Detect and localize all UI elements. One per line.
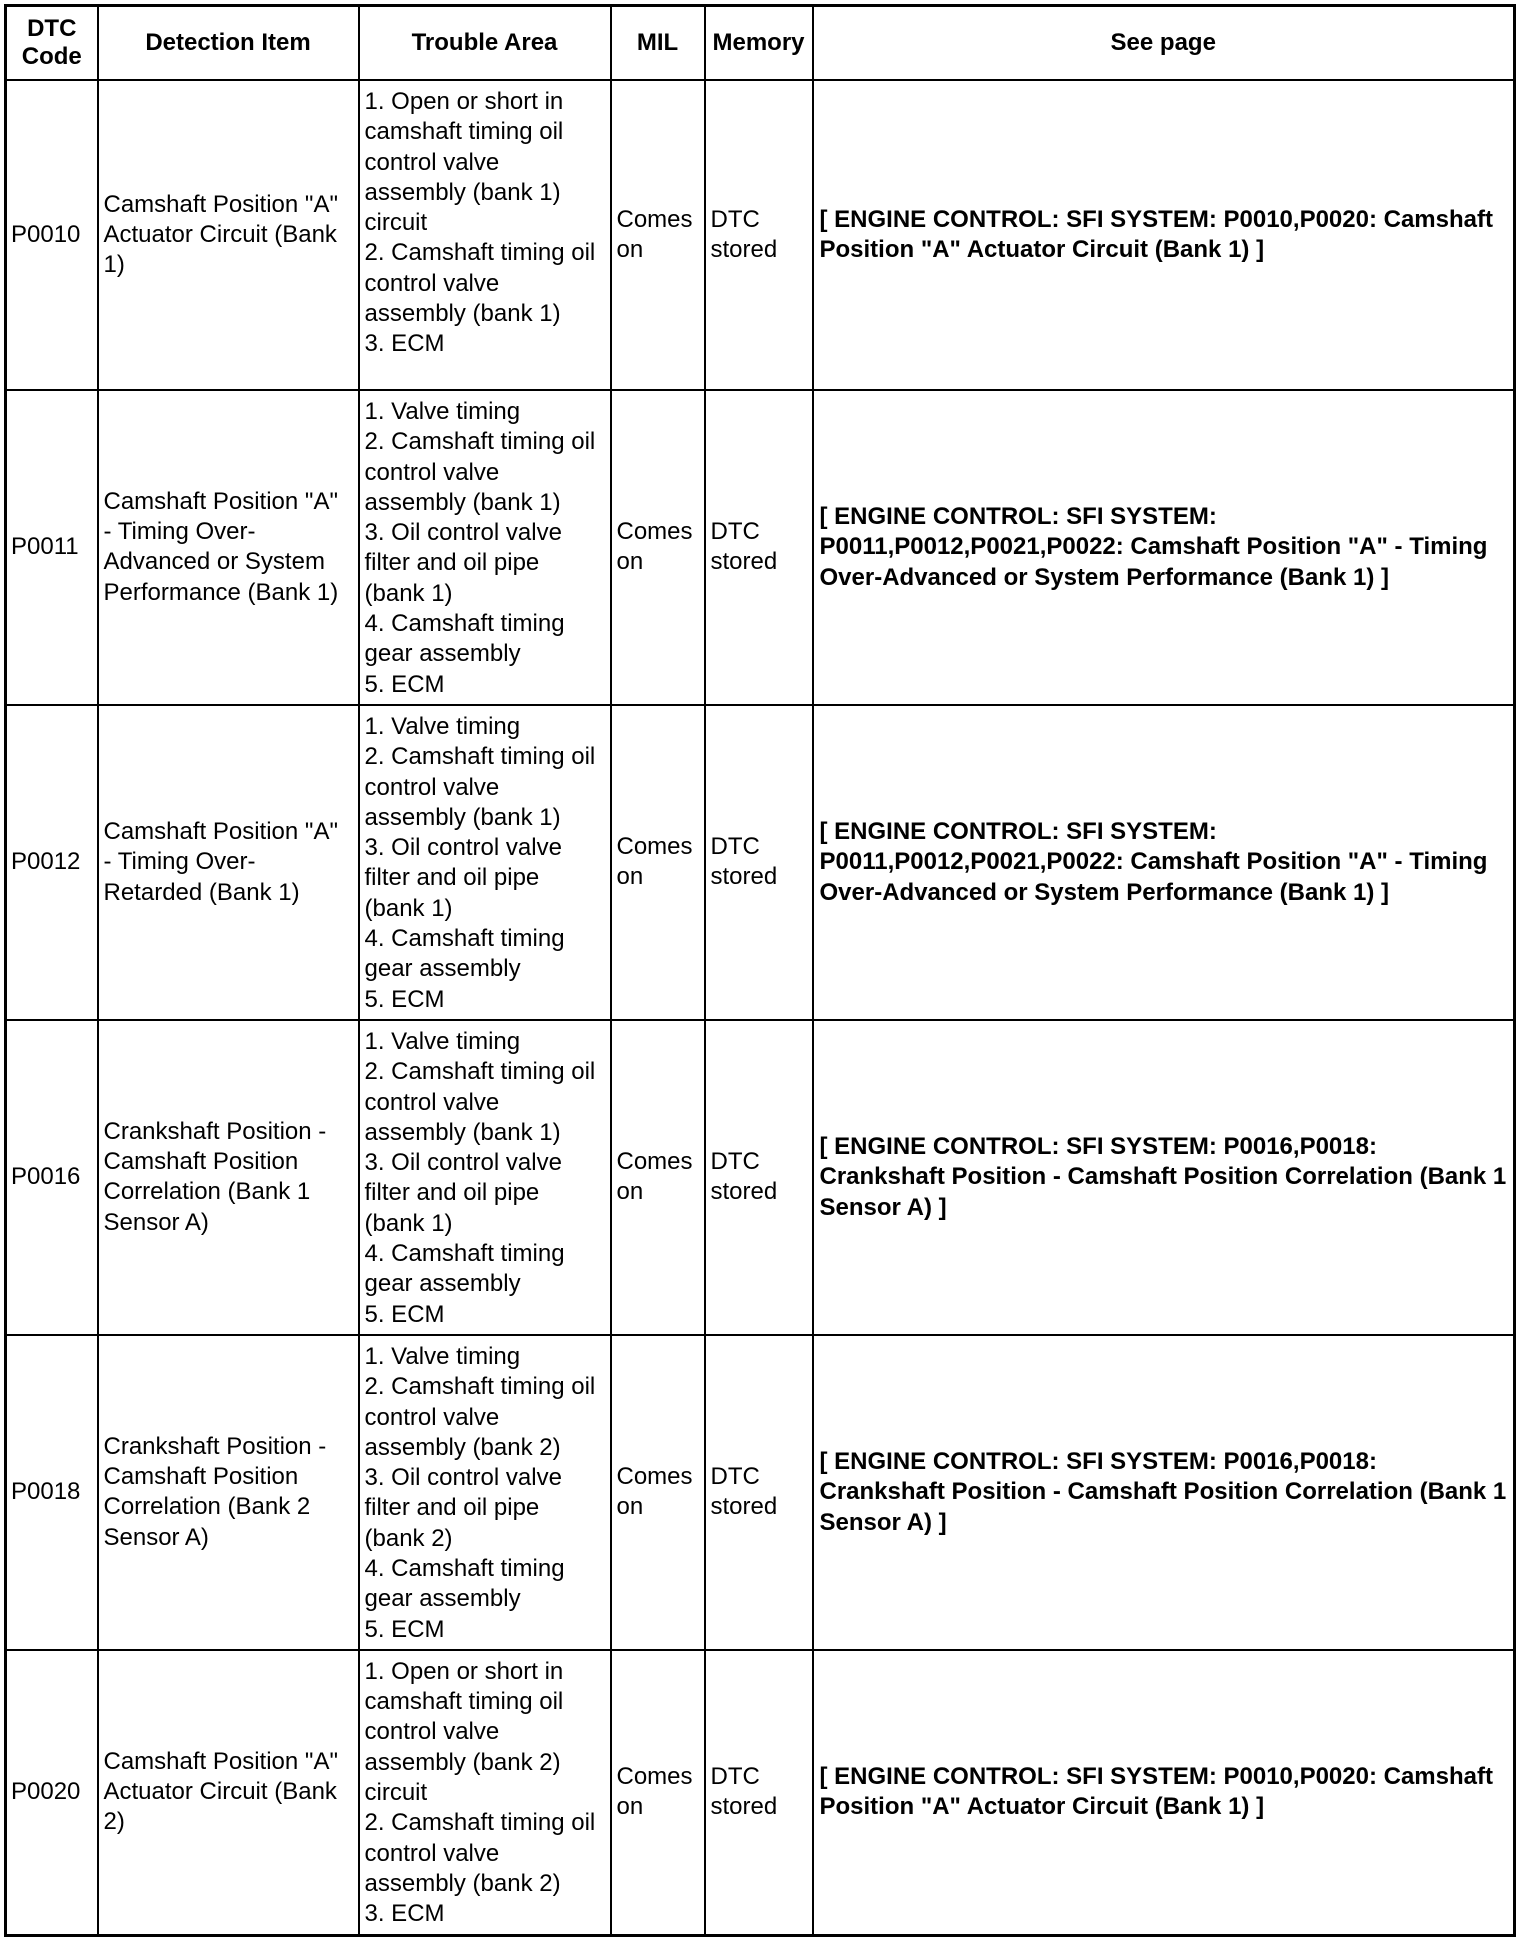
detection-item-cell: Crankshaft Position - Camshaft Position Correlation (Bank 2 Sensor A) [98, 1335, 359, 1650]
table-body [6, 80, 1515, 1935]
see-page-link[interactable]: [ ENGINE CONTROL: SFI SYSTEM: P0011,P0012,P0021,P0022: Camshaft Position "A" - Timing Over-Advanced or System Performance (Bank 1) ] [813, 705, 1515, 1020]
dtc-code-cell: P0016 [6, 1020, 98, 1335]
memory-cell: DTC stored [705, 705, 813, 1020]
dtc-code-cell: P0010 [6, 80, 98, 390]
header-see-page: See page [813, 6, 1515, 81]
detection-item-cell: Camshaft Position "A" - Timing Over-Advanced or System Performance (Bank 1) [98, 390, 359, 705]
trouble-area-cell [359, 1020, 611, 1335]
dtc-code-cell: P0020 [6, 1650, 98, 1935]
memory-cell: DTC stored [705, 80, 813, 390]
table-header [6, 6, 1515, 81]
trouble-area-line: 3. ECM [364, 1900, 445, 1928]
trouble-area-line: 4. Camshaft timing gear assembly [364, 1554, 565, 1613]
trouble-area-line: 5. ECM [364, 985, 445, 1013]
see-page-link[interactable]: [ ENGINE CONTROL: SFI SYSTEM: P0010,P0020: Camshaft Position "A" Actuator Circuit (Bank 1) ] [813, 1650, 1515, 1935]
trouble-area-line: 5. ECM [364, 1300, 445, 1328]
memory-cell: DTC stored [705, 1020, 813, 1335]
header-trouble-area: Trouble Area [359, 6, 611, 81]
trouble-area-line: 1. Valve timing [364, 712, 521, 740]
trouble-area-cell [359, 705, 611, 1020]
trouble-area-line: 1. Valve timing [364, 1342, 521, 1370]
header-mil: MIL [611, 6, 705, 81]
trouble-area-cell [359, 80, 611, 390]
trouble-area-line: 4. Camshaft timing gear assembly [364, 610, 565, 668]
trouble-area-line: 2. Camshaft timing oil control valve assembly (bank 1) [364, 743, 596, 831]
dtc-code-cell: P0018 [6, 1335, 98, 1650]
table-row [6, 1335, 1515, 1650]
trouble-area-line: 2. Camshaft timing oil control valve assembly (bank 2) [364, 1373, 596, 1461]
trouble-area-line: 3. ECM [364, 330, 445, 358]
table-row [6, 1020, 1515, 1335]
trouble-area-cell [359, 1335, 611, 1650]
table-row [6, 1650, 1515, 1935]
trouble-area-line: 2. Camshaft timing oil control valve assembly (bank 2) [364, 1809, 596, 1897]
mil-cell: Comes on [611, 1650, 705, 1935]
trouble-area-line: 2. Camshaft timing oil control valve assembly (bank 1) [364, 428, 596, 516]
table-row [6, 390, 1515, 705]
header-dtc-code: DTC Code [6, 6, 98, 81]
trouble-area-cell [359, 1650, 611, 1935]
table-row [6, 80, 1515, 390]
mil-cell: Comes on [611, 705, 705, 1020]
detection-item-cell: Camshaft Position "A" - Timing Over-Retarded (Bank 1) [98, 705, 359, 1020]
dtc-code-cell: P0012 [6, 705, 98, 1020]
trouble-area-line: 1. Open or short in camshaft timing oil control valve assembly (bank 2) circuit [364, 1657, 564, 1807]
header-detection-item: Detection Item [98, 6, 359, 81]
trouble-area-line: 2. Camshaft timing oil control valve assembly (bank 1) [364, 1058, 596, 1146]
header-memory: Memory [705, 6, 813, 81]
trouble-area-line: 2. Camshaft timing oil control valve assembly (bank 1) [364, 239, 596, 328]
see-page-link[interactable]: [ ENGINE CONTROL: SFI SYSTEM: P0016,P0018: Crankshaft Position - Camshaft Position Correlation (Bank 1 Sensor A) ] [813, 1020, 1515, 1335]
trouble-area-line: 4. Camshaft timing gear assembly [364, 1240, 565, 1298]
detection-item-cell: Camshaft Position "A" Actuator Circuit (Bank 2) [98, 1650, 359, 1935]
detection-item-cell: Camshaft Position "A" Actuator Circuit (Bank 1) [98, 80, 359, 390]
memory-cell: DTC stored [705, 390, 813, 705]
header-row [6, 6, 1515, 81]
trouble-area-line: 3. Oil control valve filter and oil pipe (bank 2) [364, 1464, 562, 1552]
memory-cell: DTC stored [705, 1335, 813, 1650]
trouble-area-line: 1. Valve timing [364, 398, 521, 425]
trouble-area-line: 3. Oil control valve filter and oil pipe (bank 1) [364, 519, 562, 607]
table-row [6, 705, 1515, 1020]
trouble-area-line: 5. ECM [364, 670, 445, 698]
trouble-area-line: 1. Open or short in camshaft timing oil control valve assembly (bank 1) circuit [364, 88, 564, 237]
trouble-area-cell [359, 390, 611, 705]
mil-cell: Comes on [611, 1020, 705, 1335]
trouble-area-line: 5. ECM [364, 1615, 445, 1643]
see-page-link[interactable]: [ ENGINE CONTROL: SFI SYSTEM: P0016,P0018: Crankshaft Position - Camshaft Position Correlation (Bank 1 Sensor A) ] [813, 1335, 1515, 1650]
trouble-area-line: 3. Oil control valve filter and oil pipe (bank 1) [364, 1149, 562, 1237]
see-page-link[interactable]: [ ENGINE CONTROL: SFI SYSTEM: P0011,P0012,P0021,P0022: Camshaft Position "A" - Timing Over-Advanced or System Performance (Bank 1) ] [813, 390, 1515, 705]
trouble-area-line: 3. Oil control valve filter and oil pipe (bank 1) [364, 834, 562, 922]
trouble-area-line: 1. Valve timing [364, 1027, 521, 1055]
detection-item-cell: Crankshaft Position - Camshaft Position Correlation (Bank 1 Sensor A) [98, 1020, 359, 1335]
mil-cell: Comes on [611, 80, 705, 390]
see-page-link[interactable]: [ ENGINE CONTROL: SFI SYSTEM: P0010,P0020: Camshaft Position "A" Actuator Circuit (Bank 1) ] [813, 80, 1515, 390]
dtc-table [4, 4, 1516, 1937]
memory-cell: DTC stored [705, 1650, 813, 1935]
mil-cell: Comes on [611, 390, 705, 705]
dtc-code-cell: P0011 [6, 390, 98, 705]
mil-cell: Comes on [611, 1335, 705, 1650]
trouble-area-line: 4. Camshaft timing gear assembly [364, 925, 565, 983]
